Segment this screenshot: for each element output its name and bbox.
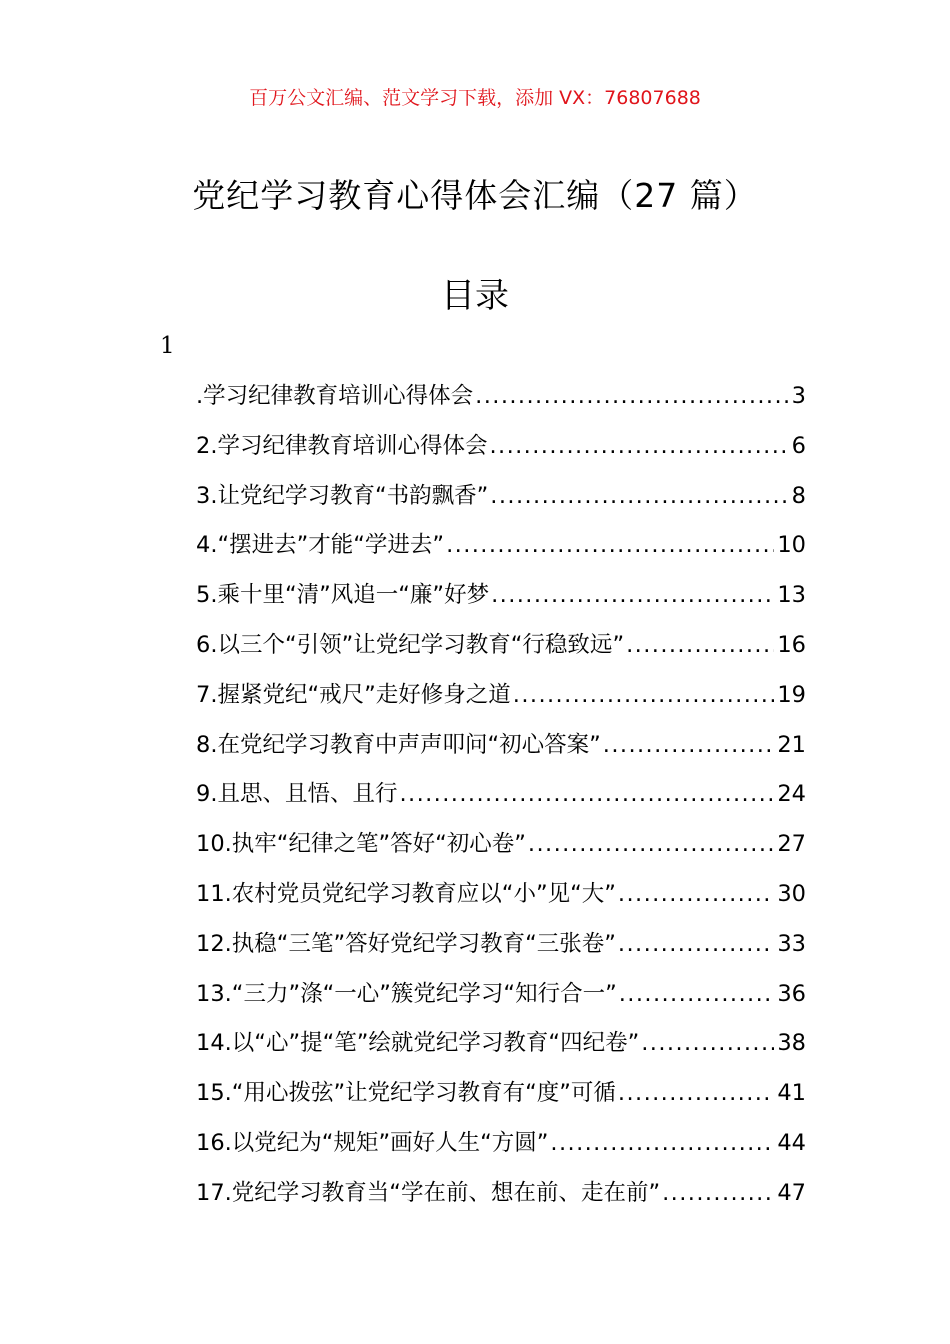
toc-entry[interactable] bbox=[196, 870, 806, 920]
toc-entry-page: 36 bbox=[777, 980, 806, 1007]
toc-entry-title: 13.“三力”涤“一心”簇党纪学习“知行合一” bbox=[196, 980, 617, 1007]
toc-leader-dots bbox=[618, 1069, 774, 1119]
toc-entry-title: 4.“摆进去”才能“学进去” bbox=[196, 532, 445, 559]
toc-entry-page: 16 bbox=[777, 631, 806, 658]
toc-entry-page: 21 bbox=[777, 731, 806, 758]
toc-entry-title: 6.以三个“引领”让党纪学习教育“行稳致远” bbox=[196, 631, 625, 658]
toc-entry[interactable] bbox=[196, 671, 806, 721]
toc-entry-title: 17.党纪学习教育当“学在前、想在前、走在前” bbox=[196, 1179, 661, 1206]
toc-entry-title: 10.执牢“纪律之笔”答好“初心卷” bbox=[196, 831, 526, 858]
toc-leader-dots bbox=[528, 820, 774, 870]
toc-entry-title: .学习纪律教育培训心得体会 bbox=[196, 383, 474, 409]
toc-leader-dots bbox=[550, 1119, 774, 1169]
toc-entry[interactable] bbox=[196, 1069, 806, 1119]
toc-entry[interactable] bbox=[196, 820, 806, 870]
toc-leader-dots bbox=[490, 472, 788, 522]
toc-leader-dots bbox=[513, 671, 775, 721]
toc-entry-page: 8 bbox=[791, 482, 806, 509]
toc-entry[interactable] bbox=[196, 372, 806, 422]
toc-leader-dots bbox=[475, 372, 789, 422]
toc-entry-page: 44 bbox=[777, 1129, 806, 1156]
toc-entry[interactable] bbox=[196, 571, 806, 621]
toc-entry-page: 19 bbox=[777, 681, 806, 708]
toc-entry[interactable] bbox=[196, 920, 806, 970]
toc-entry-page: 24 bbox=[777, 781, 806, 808]
toc-entry-page: 47 bbox=[777, 1179, 806, 1206]
table-of-contents bbox=[196, 372, 806, 1219]
toc-entry-page: 10 bbox=[777, 532, 806, 559]
toc-entry-page: 38 bbox=[777, 1030, 806, 1057]
toc-heading: 目录 bbox=[441, 276, 509, 316]
toc-entry[interactable] bbox=[196, 1169, 806, 1219]
toc-entry-title: 14.以“心”提“笔”绘就党纪学习教育“四纪卷” bbox=[196, 1030, 640, 1057]
toc-entry-page: 6 bbox=[791, 432, 806, 459]
toc-entry-title: 15.“用心拨弦”让党纪学习教育有“度”可循 bbox=[196, 1080, 616, 1107]
toc-entry[interactable] bbox=[196, 422, 806, 472]
document-title: 党纪学习教育心得体会汇编（27 篇） bbox=[192, 176, 758, 215]
toc-entry-page: 27 bbox=[777, 831, 806, 858]
toc-leader-dots bbox=[489, 422, 788, 472]
toc-leader-dots bbox=[618, 870, 774, 920]
toc-leader-dots bbox=[446, 521, 774, 571]
toc-entry-page: 13 bbox=[777, 582, 806, 609]
toc-entry[interactable] bbox=[196, 621, 806, 671]
toc-entry[interactable] bbox=[196, 970, 806, 1020]
toc-entry[interactable] bbox=[196, 1019, 806, 1069]
toc-entry-title: 5.乘十里“清”风追一“廉”好梦 bbox=[196, 582, 490, 609]
toc-entry-page: 3 bbox=[791, 383, 806, 409]
toc-entry-title: 9.且思、且悟、且行 bbox=[196, 781, 398, 808]
toc-leader-dots bbox=[619, 970, 775, 1020]
toc-entry-title: 7.握紧党纪“戒尺”走好修身之道 bbox=[196, 681, 511, 708]
toc-entry[interactable] bbox=[196, 472, 806, 522]
toc-leader-dots bbox=[626, 621, 774, 671]
toc-entry-page: 41 bbox=[777, 1080, 806, 1107]
toc-entry[interactable] bbox=[196, 521, 806, 571]
toc-entry-title: 16.以党纪为“规矩”画好人生“方圆” bbox=[196, 1129, 549, 1156]
toc-entry-page: 33 bbox=[777, 930, 806, 957]
promo-banner: 百万公文汇编、范文学习下载，添加 VX：76807688 bbox=[249, 87, 701, 109]
stray-list-number: 1 bbox=[160, 333, 175, 359]
toc-entry-page: 30 bbox=[777, 880, 806, 907]
toc-leader-dots bbox=[491, 571, 774, 621]
toc-leader-dots bbox=[618, 920, 774, 970]
toc-leader-dots bbox=[603, 721, 775, 771]
toc-entry[interactable] bbox=[196, 1119, 806, 1169]
toc-entry-title: 2.学习纪律教育培训心得体会 bbox=[196, 432, 488, 459]
toc-entry-title: 3.让党纪学习教育“书韵飘香” bbox=[196, 482, 489, 509]
toc-leader-dots bbox=[662, 1169, 774, 1219]
toc-leader-dots bbox=[641, 1019, 774, 1069]
toc-entry-title: 11.农村党员党纪学习教育应以“小”见“大” bbox=[196, 880, 616, 907]
toc-entry-title: 12.执稳“三笔”答好党纪学习教育“三张卷” bbox=[196, 930, 616, 957]
toc-entry[interactable] bbox=[196, 770, 806, 820]
toc-leader-dots bbox=[399, 770, 774, 820]
toc-entry[interactable] bbox=[196, 721, 806, 771]
toc-entry-title: 8.在党纪学习教育中声声叩问“初心答案” bbox=[196, 731, 601, 758]
